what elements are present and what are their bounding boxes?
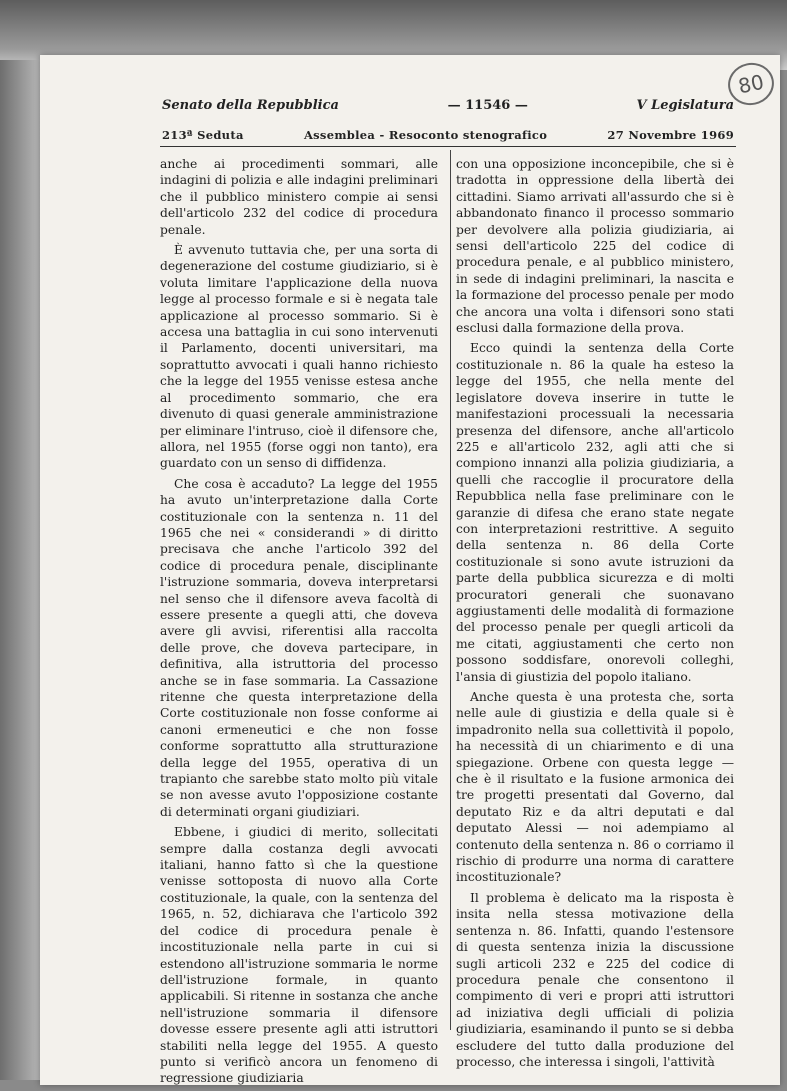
paragraph: È avvenuto tuttavia che, per una sorta di degenerazione del costume giudiziario, si è voluta limitare l'applicazione della nuova legge al processo formale e si è negata tale applicazione al processo sommario. Si è accesa una battaglia in cui sono intervenuti il Parlamento, docenti universitari, ma soprattutto avvocati i quali hanno richiesto che la legge del 1955 venisse estesa anche al procedimento sommario, che era divenuto di quasi generale amministrazione per eliminare l'intruso, cioè il difensore che, allora, nel 1955 (forse oggi non tanto), era guardato con un senso di diffidenza. [160, 243, 438, 471]
session-header [162, 128, 734, 142]
column-divider [450, 150, 451, 1030]
scan-left-shadow [0, 60, 40, 1080]
handwritten-page-mark: 80 [724, 59, 778, 110]
header-page-number: — 11546 — [447, 98, 528, 113]
paragraph: Ebbene, i giudici di merito, sollecitati sempre dalla costanza degli avvocati italiani, hanno fatto sì che la questione venisse sottoposta di nuovo alla Corte costituzionale, la quale, con la sentenza del 1965, n. 52, dichiarava che l'articolo 392 del codice di procedura penale è incostituzionale nella parte in cui si estendono all'istruzione sommaria le norme dell'istruzione formale, in quanto applicabili. Si ritenne in sostanza che anche nell'istruzione sommaria il difensore dovesse essere presente agli atti istruttori stabiliti nella legge del 1955. A questo punto si verificò ancora un fenomeno di regressione giudiziaria [160, 825, 438, 1086]
running-header [162, 98, 734, 113]
header-date: 27 Novembre 1969 [607, 128, 734, 142]
paragraph: anche ai procedimenti sommari, alle indagini di polizia e alle indagini preliminari che il pubblico ministero compie ai sensi dell'articolo 232 del codice di procedura penale. [160, 157, 438, 237]
paragraph: con una opposizione inconcepibile, che si è tradotta in oppressione della libertà dei cittadini. Siamo arrivati all'assurdo che si è abbandonato financo il processo sommario per devolvere alla polizia giudiziaria, ai sensi dell'articolo 225 del codice di procedura penale, e al pubblico ministero, in sede di indagini preliminari, la nascita e la formazione del processo penale per modo che ancora una volta i difensori sono stati esclusi dalla formazione della prova. [456, 157, 734, 336]
header-legislature: V Legislatura [636, 98, 734, 113]
paragraph: Anche questa è una protesta che, sorta nelle aule di giustizia e della quale si è impadronito nella sua collettività il popolo, ha necessità di un chiarimento e di una spiegazione. Orbene con questa legge — che è il risultato e la fusione armonica dei tre progetti presentati dal Governo, dal deputato Riz e da altri deputati e dal deputato Alessi — noi adempiamo al contenuto della sentenza n. 86 o corriamo il rischio di produrre una norma di carattere incostituzionale? [456, 690, 734, 885]
paragraph: Che cosa è accaduto? La legge del 1955 ha avuto un'interpretazione dalla Corte costituzionale con la sentenza n. 11 del 1965 che nei « considerandi » di diritto precisava che anche l'articolo 392 del codice di procedura penale, disciplinante l'istruzione sommaria, doveva interpretarsi nel senso che il difensore aveva facoltà di essere presente a quegli atti, che doveva avere gli avvisi, riferentisi alla raccolta delle prove, che doveva partecipare, in definitiva, alla istruttoria del processo anche se in fase sommaria. La Cassazione ritenne che questa interpretazione della Corte costituzionale non fosse conforme ai canoni ermeneutici e che non fosse conforme soprattutto alla strutturazione della legge del 1955, operativa di un trapianto che sarebbe stato molto più vitale se non avesse avuto l'opposizione costante di determinati organi giudiziari. [160, 476, 438, 819]
paragraph: Ecco quindi la sentenza della Corte costituzionale n. 86 la quale ha esteso la legge del 1955, che nella mente del legislatore doveva inserire in tutte le manifestazioni processuali la necessaria presenza del difensore, anche all'articolo 225 e all'articolo 232, agli atti che si compiono innanzi alla polizia giudiziaria, a quelli che raccoglie il procuratore della Repubblica nella fase preliminare con le garanzie di difesa che erano state negate con interpretazioni restrittive. A seguito della sentenza n. 86 della Corte costituzionale si sono avute istruzioni da parte della pubblica sicurezza e di molti procuratori generali che suonavano aggiustamenti delle modalità di formazione del processo penale per quegli articoli da me citati, aggiustamenti che certo non possono soddisfare, onorevoli colleghi, l'ansia di giustizia del popolo italiano. [456, 341, 734, 684]
header-session: 213ª Seduta [162, 128, 244, 142]
header-section: Assemblea - Resoconto stenografico [303, 128, 548, 142]
header-rule [160, 146, 736, 147]
paragraph: Il problema è delicato ma la risposta è insita nella stessa motivazione della sentenza n. 86. Infatti, quando l'estensore di questa sentenza inizia la discussione sugli articoli 232 e 225 del codice di procedura penale che consentono il compimento di veri e propri atti istruttori ad iniziativa degli ufficiali di polizia giudiziaria, esaminando il punto se si debba escludere del tutto dalla produzione del processo, che interessa i singoli, l'attività [456, 890, 734, 1069]
left-column [160, 156, 438, 1091]
header-institution: Senato della Repubblica [162, 98, 339, 113]
right-column [456, 156, 734, 1074]
